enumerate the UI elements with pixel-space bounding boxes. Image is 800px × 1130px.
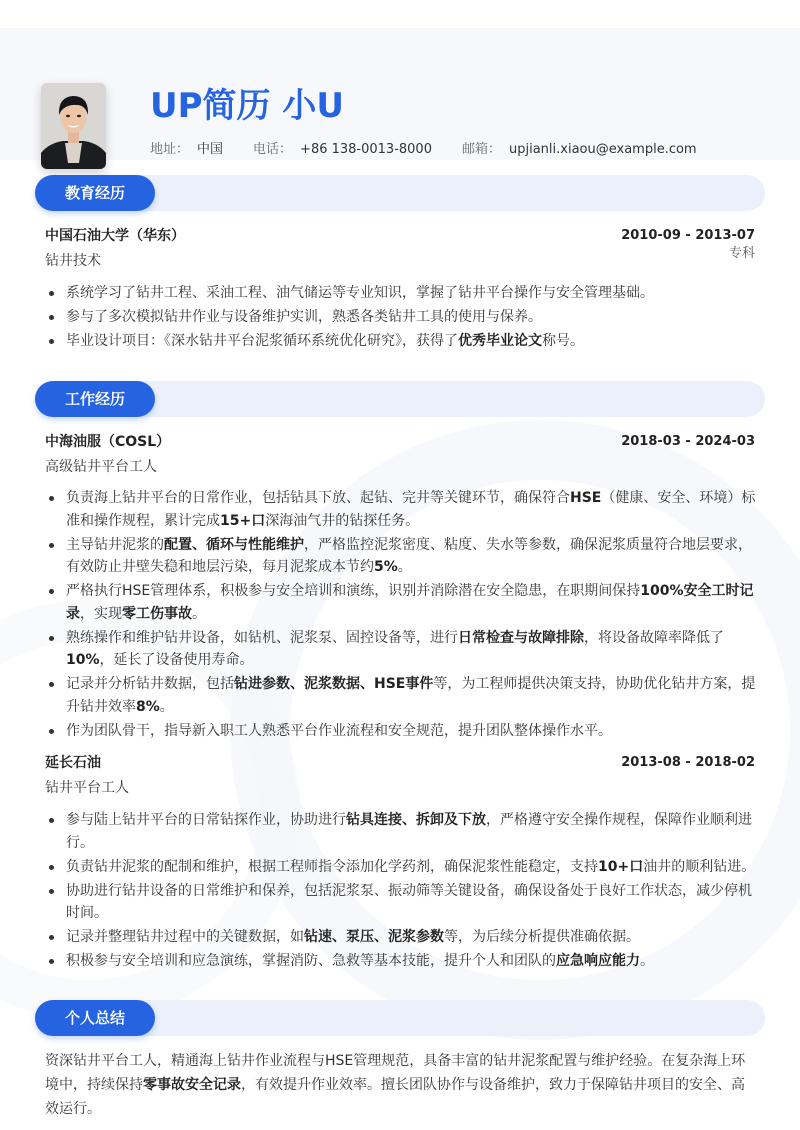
education-bullets bbox=[45, 282, 757, 354]
bullet-item bbox=[45, 580, 757, 625]
text-run: 等，为工程师提供决策支持，协助优化钻井方案，提升钻井效率 bbox=[66, 676, 756, 715]
highlight-text: 10+口 bbox=[598, 858, 644, 875]
text-run: 称号。 bbox=[542, 333, 584, 349]
highlight-text: 应急响应能力 bbox=[556, 953, 640, 969]
text-run: 。 bbox=[192, 605, 206, 622]
highlight-text: 100%安全工时记录 bbox=[66, 583, 754, 622]
text-run: （健康、安全、环境）标准和操作规程，累计完成 bbox=[66, 490, 756, 529]
text-run: 。 bbox=[640, 953, 654, 969]
school-name: 中国石油大学（华东） bbox=[45, 228, 185, 244]
text-run: ，严格遵守安全操作规程，保障作业顺利进行。 bbox=[66, 812, 752, 851]
summary-text bbox=[45, 1049, 757, 1121]
text-run: 系统学习了钻井工程、采油工程、油气储运等专业知识，掌握了钻井平台操作与安全管理基础。 bbox=[66, 285, 654, 301]
text-run: 协助进行钻井设备的日常维护和保养，包括泥浆泵、振动筛等关键设备，确保设备处于良好工作状态，减少停机时间。 bbox=[66, 882, 752, 921]
text-run: ，实现 bbox=[80, 605, 122, 622]
text-run: ，严格监控泥浆密度、粘度、失水等参数，确保泥浆质量符合地层要求，有效防止井壁失稳和地层污染，每月泥浆成本节约 bbox=[66, 536, 752, 575]
bullet-item bbox=[45, 880, 757, 925]
text-run: 油井的顺利钻进。 bbox=[643, 858, 756, 875]
entry-date: 2013-08 - 2018-02 bbox=[621, 755, 755, 770]
highlight-text: 零工伤事故 bbox=[122, 605, 192, 622]
text-run: 记录并分析钻井数据，包括 bbox=[66, 676, 234, 692]
bullet-item bbox=[45, 282, 757, 305]
highlight-text: 零事故安全记录 bbox=[143, 1077, 241, 1093]
avatar-photo bbox=[41, 83, 106, 169]
entry-date: 2018-03 - 2024-03 bbox=[621, 434, 755, 449]
text-run: 参与了多次模拟钻井作业与设备维护实训，熟悉各类钻井工具的使用与保养。 bbox=[66, 309, 542, 325]
highlight-text: 日常检查与故障排除 bbox=[458, 629, 584, 646]
contact-label: 电话： bbox=[253, 142, 293, 157]
bullet-item bbox=[45, 950, 757, 973]
text-run: 负责钻井泥浆的配制和维护，根据工程师指令添加化学药剂，确保泥浆性能稳定，支持 bbox=[66, 858, 598, 875]
highlight-text: 钻进参数、泥浆数据、HSE事件 bbox=[234, 676, 434, 692]
bullet-item bbox=[45, 673, 757, 718]
text-run: 积极参与安全培训和应急演练，掌握消防、急救等基本技能，提升个人和团队的 bbox=[66, 953, 556, 969]
section-header-education bbox=[35, 175, 765, 211]
section-title: 教育经历 bbox=[35, 175, 155, 211]
text-run: 毕业设计项目：《深水钻井平台泥浆循环系统优化研究》，获得了 bbox=[66, 333, 458, 349]
section-header-work bbox=[35, 381, 765, 417]
section-title: 工作经历 bbox=[35, 381, 155, 417]
text-run: ，延长了设备使用寿命。 bbox=[99, 652, 254, 668]
bullet-item bbox=[45, 926, 757, 949]
bullet-item bbox=[45, 487, 757, 532]
highlight-text: 配置、循环与性能维护 bbox=[164, 536, 304, 553]
contact-info bbox=[150, 141, 727, 159]
text-run: 。 bbox=[397, 559, 412, 575]
contact-value[interactable]: upjianli.xiaou@example.com bbox=[509, 142, 697, 157]
text-run: 深海油气井的钻探任务。 bbox=[265, 512, 420, 529]
contact-email bbox=[462, 141, 697, 159]
highlight-text: 8% bbox=[136, 698, 160, 715]
section-title: 个人总结 bbox=[35, 1000, 155, 1036]
bullet-item bbox=[45, 306, 757, 329]
work-bullets bbox=[45, 809, 757, 974]
bullet-item bbox=[45, 627, 757, 672]
text-run: 记录并整理钻井过程中的关键数据，如 bbox=[66, 929, 304, 945]
text-run: ，有效提升作业效率。擅长团队协作与设备维护，致力于保障钻井项目的安全、高效运行。 bbox=[45, 1077, 745, 1117]
bullet-item bbox=[45, 534, 757, 579]
work-bullets bbox=[45, 487, 757, 744]
contact-label: 地址： bbox=[150, 142, 190, 157]
highlight-text: 5% bbox=[374, 559, 398, 575]
company-name: 中海油服（COSL） bbox=[45, 434, 171, 450]
highlight-text: HSE bbox=[570, 490, 602, 506]
bullet-item bbox=[45, 809, 757, 854]
company-name: 延长石油 bbox=[45, 755, 101, 771]
text-run: 主导钻井泥浆的 bbox=[66, 536, 164, 553]
major: 钻井技术 bbox=[45, 253, 101, 269]
contact-value: +86 138-0013-8000 bbox=[300, 142, 432, 157]
highlight-text: 钻具连接、拆卸及下放 bbox=[346, 812, 486, 828]
bullet-item bbox=[45, 720, 757, 743]
highlight-text: 10% bbox=[66, 652, 100, 668]
person-portrait-icon bbox=[41, 83, 106, 169]
text-run: 。 bbox=[159, 698, 174, 715]
entry-date: 2010-09 - 2013-07 bbox=[621, 228, 755, 243]
section-header-summary bbox=[35, 1000, 765, 1036]
candidate-name: UP简历 小U bbox=[150, 86, 344, 126]
text-run: 资深钻井平台工人，精通海上钻井作业流程与HSE管理规范，具备丰富的钻井泥浆配置与维护经验。在复杂海上环境中，持续保持 bbox=[45, 1053, 746, 1093]
text-run: ，将设备故障率降低了 bbox=[584, 629, 724, 646]
text-run: 负责海上钻井平台的日常作业，包括钻具下放、起钻、完井等关键环节，确保符合 bbox=[66, 490, 570, 506]
resume-header bbox=[0, 28, 800, 160]
job-role: 钻井平台工人 bbox=[45, 780, 129, 796]
text-run: 作为团队骨干，指导新入职工人熟悉平台作业流程和安全规范，提升团队整体操作水平。 bbox=[66, 722, 612, 739]
contact-address bbox=[150, 141, 223, 159]
job-role: 高级钻井平台工人 bbox=[45, 459, 157, 475]
contact-phone bbox=[253, 141, 432, 159]
text-run: 严格执行HSE管理体系，积极参与安全培训和演练，识别并消除潜在安全隐患，在职期间保持 bbox=[66, 583, 641, 599]
text-run: 熟练操作和维护钻井设备，如钻机、泥浆泵、固控设备等，进行 bbox=[66, 629, 458, 646]
highlight-text: 优秀毕业论文 bbox=[458, 333, 542, 349]
bullet-item bbox=[45, 856, 757, 879]
degree: 专科 bbox=[728, 246, 755, 261]
contact-label: 邮箱： bbox=[461, 142, 501, 157]
highlight-text: 钻速、泵压、泥浆参数 bbox=[304, 929, 444, 945]
highlight-text: 15+口 bbox=[220, 512, 266, 529]
contact-value: 中国 bbox=[197, 142, 224, 157]
bullet-item bbox=[45, 330, 757, 353]
text-run: 等，为后续分析提供准确依据。 bbox=[444, 929, 640, 945]
text-run: 参与陆上钻井平台的日常钻探作业，协助进行 bbox=[66, 812, 346, 828]
